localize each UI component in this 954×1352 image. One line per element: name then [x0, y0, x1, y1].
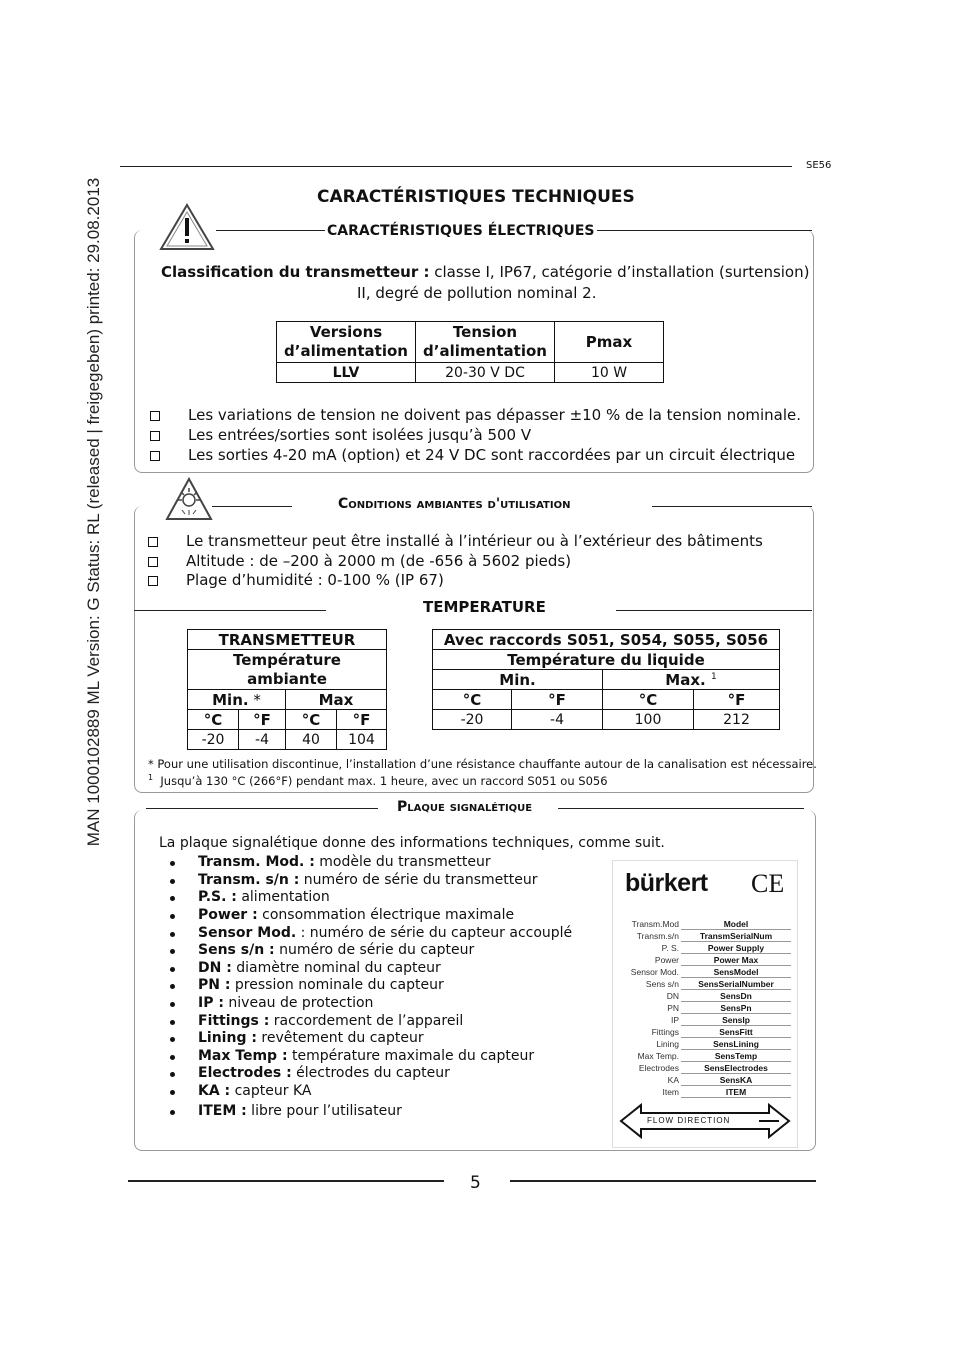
t1-min: Min. *: [188, 690, 286, 710]
nameplate-row: Transm.Mod Model: [613, 919, 797, 931]
checkbox-bullet-icon: [148, 557, 158, 567]
checkbox-bullet-icon: [150, 431, 160, 441]
bullet-dot-icon: [170, 861, 175, 866]
power-table-header: Pmax: [555, 322, 664, 363]
t2-unit: °F: [512, 690, 603, 710]
power-table-cell: 10 W: [555, 363, 664, 383]
nameplate-row: Item ITEM: [613, 1087, 797, 1099]
bullet-dot-icon: [170, 949, 175, 954]
bullet-dot-icon: [170, 1090, 175, 1095]
classification-line1: [161, 263, 809, 281]
checkbox-bullet-icon: [148, 576, 158, 586]
bullet-dot-icon: [170, 1037, 175, 1042]
burkert-logo: bürkert: [625, 869, 708, 897]
footnote-1: * Pour une utilisation discontinue, l’installation d’une résistance chauffante autour de la canalisation est nécessaire.: [148, 757, 817, 771]
bullet-dot-icon: [170, 1055, 175, 1060]
t2-value: 100: [603, 710, 694, 730]
nameplate-row: Sensor Mod. SensModel: [613, 967, 797, 979]
nameplate-row: IP SensIp: [613, 1015, 797, 1027]
footnote-2: $^1$ Jusqu’à 130 °C (266°F) pendant max. 1 heure, avec un raccord S051 ou S056: [148, 773, 608, 788]
electrical-heading: CARACTÉRISTIQUES ÉLECTRIQUES: [327, 223, 595, 239]
bullet-dot-icon: [170, 1002, 175, 1007]
nameplate-row: P. S. Power Supply: [613, 943, 797, 955]
bullet-dot-icon: [170, 1020, 175, 1025]
nameplate-row: KA SensKA: [613, 1075, 797, 1087]
nameplate-row: Power Power Max: [613, 955, 797, 967]
classification-label: Classification du transmetteur :: [161, 263, 430, 281]
t1-unit: °F: [337, 710, 387, 730]
bullet-dot-icon: [170, 1072, 175, 1077]
t1-value: 104: [337, 730, 387, 750]
nameplate-row: DN SensDn: [613, 991, 797, 1003]
doc-code: SE56: [806, 160, 832, 171]
t2-unit: °C: [603, 690, 694, 710]
nameplate-row: Transm.s/n TransmSerialNum: [613, 931, 797, 943]
t1-title: TRANSMETTEUR: [188, 630, 387, 650]
t2-value: -20: [433, 710, 512, 730]
t2-value: 212: [694, 710, 780, 730]
t2-value: -4: [512, 710, 603, 730]
bullet-dot-icon: [170, 1110, 175, 1115]
nameplate-row: Fittings SensFitt: [613, 1027, 797, 1039]
fluid-temp-table: [432, 629, 780, 730]
t2-title: Avec raccords S051, S054, S055, S056: [433, 630, 780, 650]
checkbox-bullet-icon: [150, 411, 160, 421]
checkbox-bullet-icon: [148, 537, 158, 547]
ce-mark: CE: [751, 869, 785, 898]
bottom-rule-right: [510, 1180, 816, 1182]
plate-rule-left: [146, 808, 378, 809]
temperature-heading: TEMPERATURE: [423, 598, 546, 616]
bullet-dot-icon: [170, 896, 175, 901]
t2-subtitle: Température du liquide: [433, 650, 780, 670]
nameplate-row: Lining SensLining: [613, 1039, 797, 1051]
t1-unit: °F: [239, 710, 286, 730]
bottom-rule-left: [128, 1180, 444, 1182]
t2-unit: °C: [433, 690, 512, 710]
temp-rule-left: [134, 610, 326, 611]
nameplate-row: Electrodes SensElectrodes: [613, 1063, 797, 1075]
nameplate-row: PN SensPn: [613, 1003, 797, 1015]
t1-max: Max: [286, 690, 387, 710]
ambient-rule-right: [652, 506, 812, 507]
flow-direction-label: FLOW DIRECTION: [647, 1116, 731, 1125]
t1-unit: °C: [286, 710, 337, 730]
classification-text1: classe I, IP67, catégorie d’installation (surtension): [429, 263, 810, 281]
t2-min: Min.: [433, 670, 603, 690]
transmitter-temp-table: [187, 629, 387, 750]
bullet-dot-icon: [170, 984, 175, 989]
t1-value: 40: [286, 730, 337, 750]
t1-subtitle: Température ambiante: [188, 650, 387, 690]
power-table-header: Versions d’alimentation: [277, 322, 416, 363]
checkbox-bullet-icon: [150, 451, 160, 461]
nameplate-row: Sens s/n SensSerialNumber: [613, 979, 797, 991]
plate-heading: Plaque signalétique: [397, 799, 533, 815]
power-table-header: Tension d’alimentation: [416, 322, 555, 363]
top-rule: [120, 166, 792, 167]
t1-value: -20: [188, 730, 239, 750]
nameplate-row: Max Temp. SensTemp: [613, 1051, 797, 1063]
power-table: [276, 321, 664, 383]
bullet-dot-icon: [170, 932, 175, 937]
page-number: 5: [470, 1173, 481, 1193]
classification-line2: II, degré de pollution nominal 2.: [357, 284, 597, 302]
weather-icon: [164, 476, 214, 522]
t2-unit: °F: [694, 690, 780, 710]
bullet-dot-icon: [170, 879, 175, 884]
nameplate-image: [612, 860, 798, 1148]
bullet-dot-icon: [170, 967, 175, 972]
ambient-rule-left: [212, 506, 292, 507]
t2-max: Max. $^1$: [603, 670, 780, 690]
t1-unit: °C: [188, 710, 239, 730]
power-table-cell: 20-30 V DC: [416, 363, 555, 383]
page-title: CARACTÉRISTIQUES TECHNIQUES: [317, 187, 635, 207]
power-table-cell: LLV: [277, 363, 416, 383]
warning-icon: [158, 202, 216, 252]
temp-rule-right: [616, 610, 812, 611]
plate-intro: La plaque signalétique donne des informations techniques, comme suit.: [159, 835, 665, 851]
t1-value: -4: [239, 730, 286, 750]
bullet-dot-icon: [170, 914, 175, 919]
plate-rule-right: [558, 808, 804, 809]
side-print-info: MAN 1000102889 ML Version: G Status: RL (released | freigegeben) printed: 29.08.2013: [84, 177, 103, 847]
ambient-heading: Conditions ambiantes d'utilisation: [338, 496, 571, 512]
